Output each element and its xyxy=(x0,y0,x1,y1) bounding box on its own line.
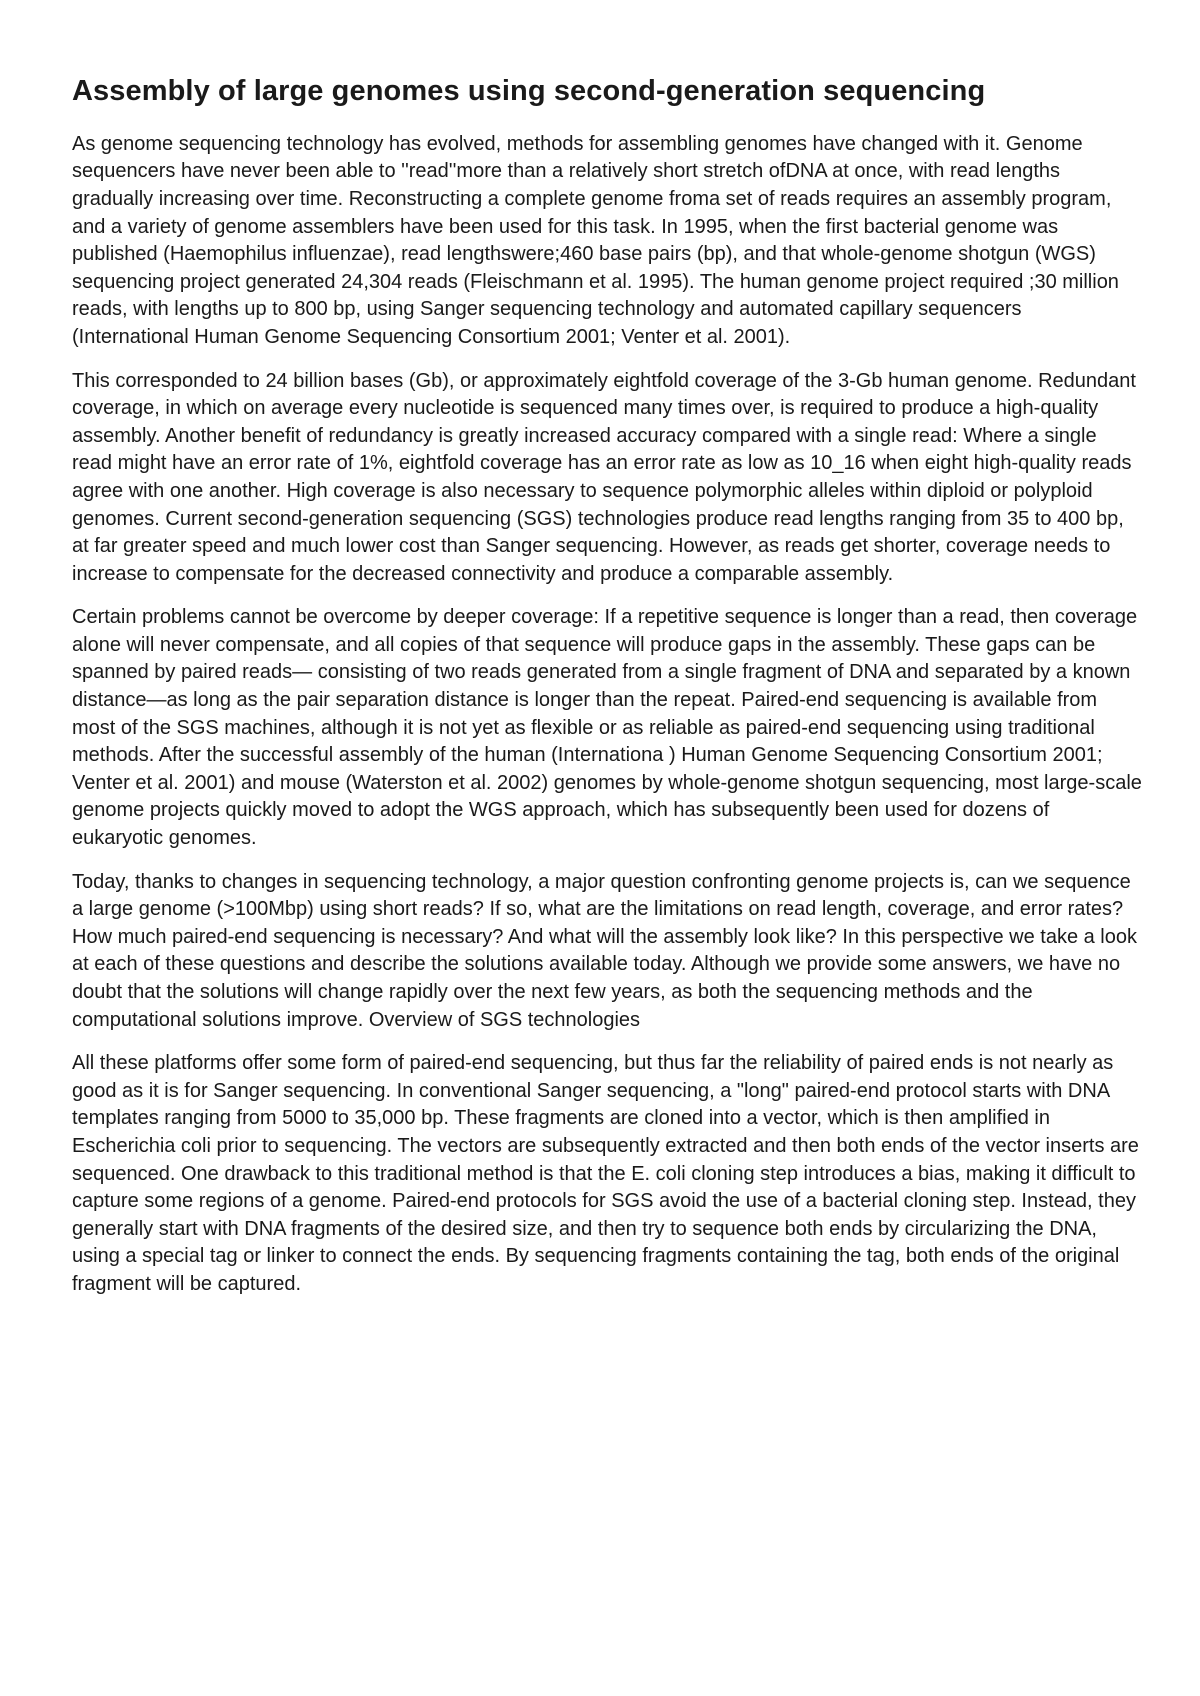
document-title: Assembly of large genomes using second-generation sequencing xyxy=(72,75,986,107)
document-page xyxy=(72,74,1142,1315)
paragraph-1: As genome sequencing technology has evolved, methods for assembling genomes have changed with it. Genome sequencers have never been able to ''read''more than a relatively short stretch ofDNA at once, with read lengths gradually increasing over time. Reconstructing a complete genome froma set of reads requires an assembly program, and a variety of genome assemblers have been used for this task. In 1995, when the first bacterial genome was published (Haemophilus influenzae), read lengthswere;460 base pairs (bp), and that whole-genome shotgun (WGS) sequencing project generated 24,304 reads (Fleischmann et al. 1995). The human genome project required ;30 million reads, with lengths up to 800 bp, using Sanger sequencing technology and automated capillary sequencers (International Human Genome Sequencing Consortium 2001; Venter et al. 2001). xyxy=(72,132,1119,348)
paragraph-4: Today, thanks to changes in sequencing technology, a major question confronting genome projects is, can we sequence a large genome (>100Mbp) using short reads? If so, what are the limitations on read length, coverage, and error rates? How much paired-end sequencing is necessary? And what will the assembly look like? In this perspective we take a look at each of these questions and describe the solutions available today. Although we provide some answers, we have no doubt that the solutions will change rapidly over the next few years, as both the sequencing methods and the computational solutions improve. Overview of SGS technologies xyxy=(72,870,1137,1031)
paragraph-5: All these platforms offer some form of paired-end sequencing, but thus far the reliability of paired ends is not nearly as good as it is for Sanger sequencing. In conventional Sanger sequencing, a "long" paired-end protocol starts with DNA templates ranging from 5000 to 35,000 bp. These fragments are cloned into a vector, which is then amplified in Escherichia coli prior to sequencing. The vectors are subsequently extracted and then both ends of the vector inserts are sequenced. One drawback to this traditional method is that the E. coli cloning step introduces a bias, making it difficult to capture some regions of a genome. Paired-end protocols for SGS avoid the use of a bacterial cloning step. Instead, they generally start with DNA fragments of the desired size, and then try to sequence both ends by circularizing the DNA, using a special tag or linker to connect the ends. By sequencing fragments containing the tag, both ends of the original fragment will be captured. xyxy=(72,1052,1139,1295)
paragraph-2: This corresponded to 24 billion bases (Gb), or approximately eightfold coverage of the 3-Gb human genome. Redundant coverage, in which on average every nucleotide is sequenced many times over, is required to produce a high-quality assembly. Another benefit of redundancy is greatly increased accuracy compared with a single read: Where a single read might have an error rate of 1%, eightfold coverage has an error rate as low as 10_16 when eight high-quality reads agree with one another. High coverage is also necessary to sequence polymorphic alleles within diploid or polyploid genomes. Current second-generation sequencing (SGS) technologies produce read lengths ranging from 35 to 400 bp, at far greater speed and much lower cost than Sanger sequencing. However, as reads get shorter, coverage needs to increase to compensate for the decreased connectivity and produce a comparable assembly. xyxy=(72,369,1136,585)
paragraph-3: Certain problems cannot be overcome by deeper coverage: If a repetitive sequence is longer than a read, then coverage alone will never compensate, and all copies of that sequence will produce gaps in the assembly. These gaps can be spanned by paired reads— consisting of two reads generated from a single fragment of DNA and separated by a known distance—as long as the pair separation distance is longer than the repeat. Paired-end sequencing is available from most of the SGS machines, although it is not yet as flexible or as reliable as paired-end sequencing using traditional methods. After the successful assembly of the human (Internationa ) Human Genome Sequencing Consortium 2001; Venter et al. 2001) and mouse (Waterston et al. 2002) genomes by whole-genome shotgun sequencing, most large-scale genome projects quickly moved to adopt the WGS approach, which has subsequently been used for dozens of eukaryotic genomes. xyxy=(72,606,1142,850)
